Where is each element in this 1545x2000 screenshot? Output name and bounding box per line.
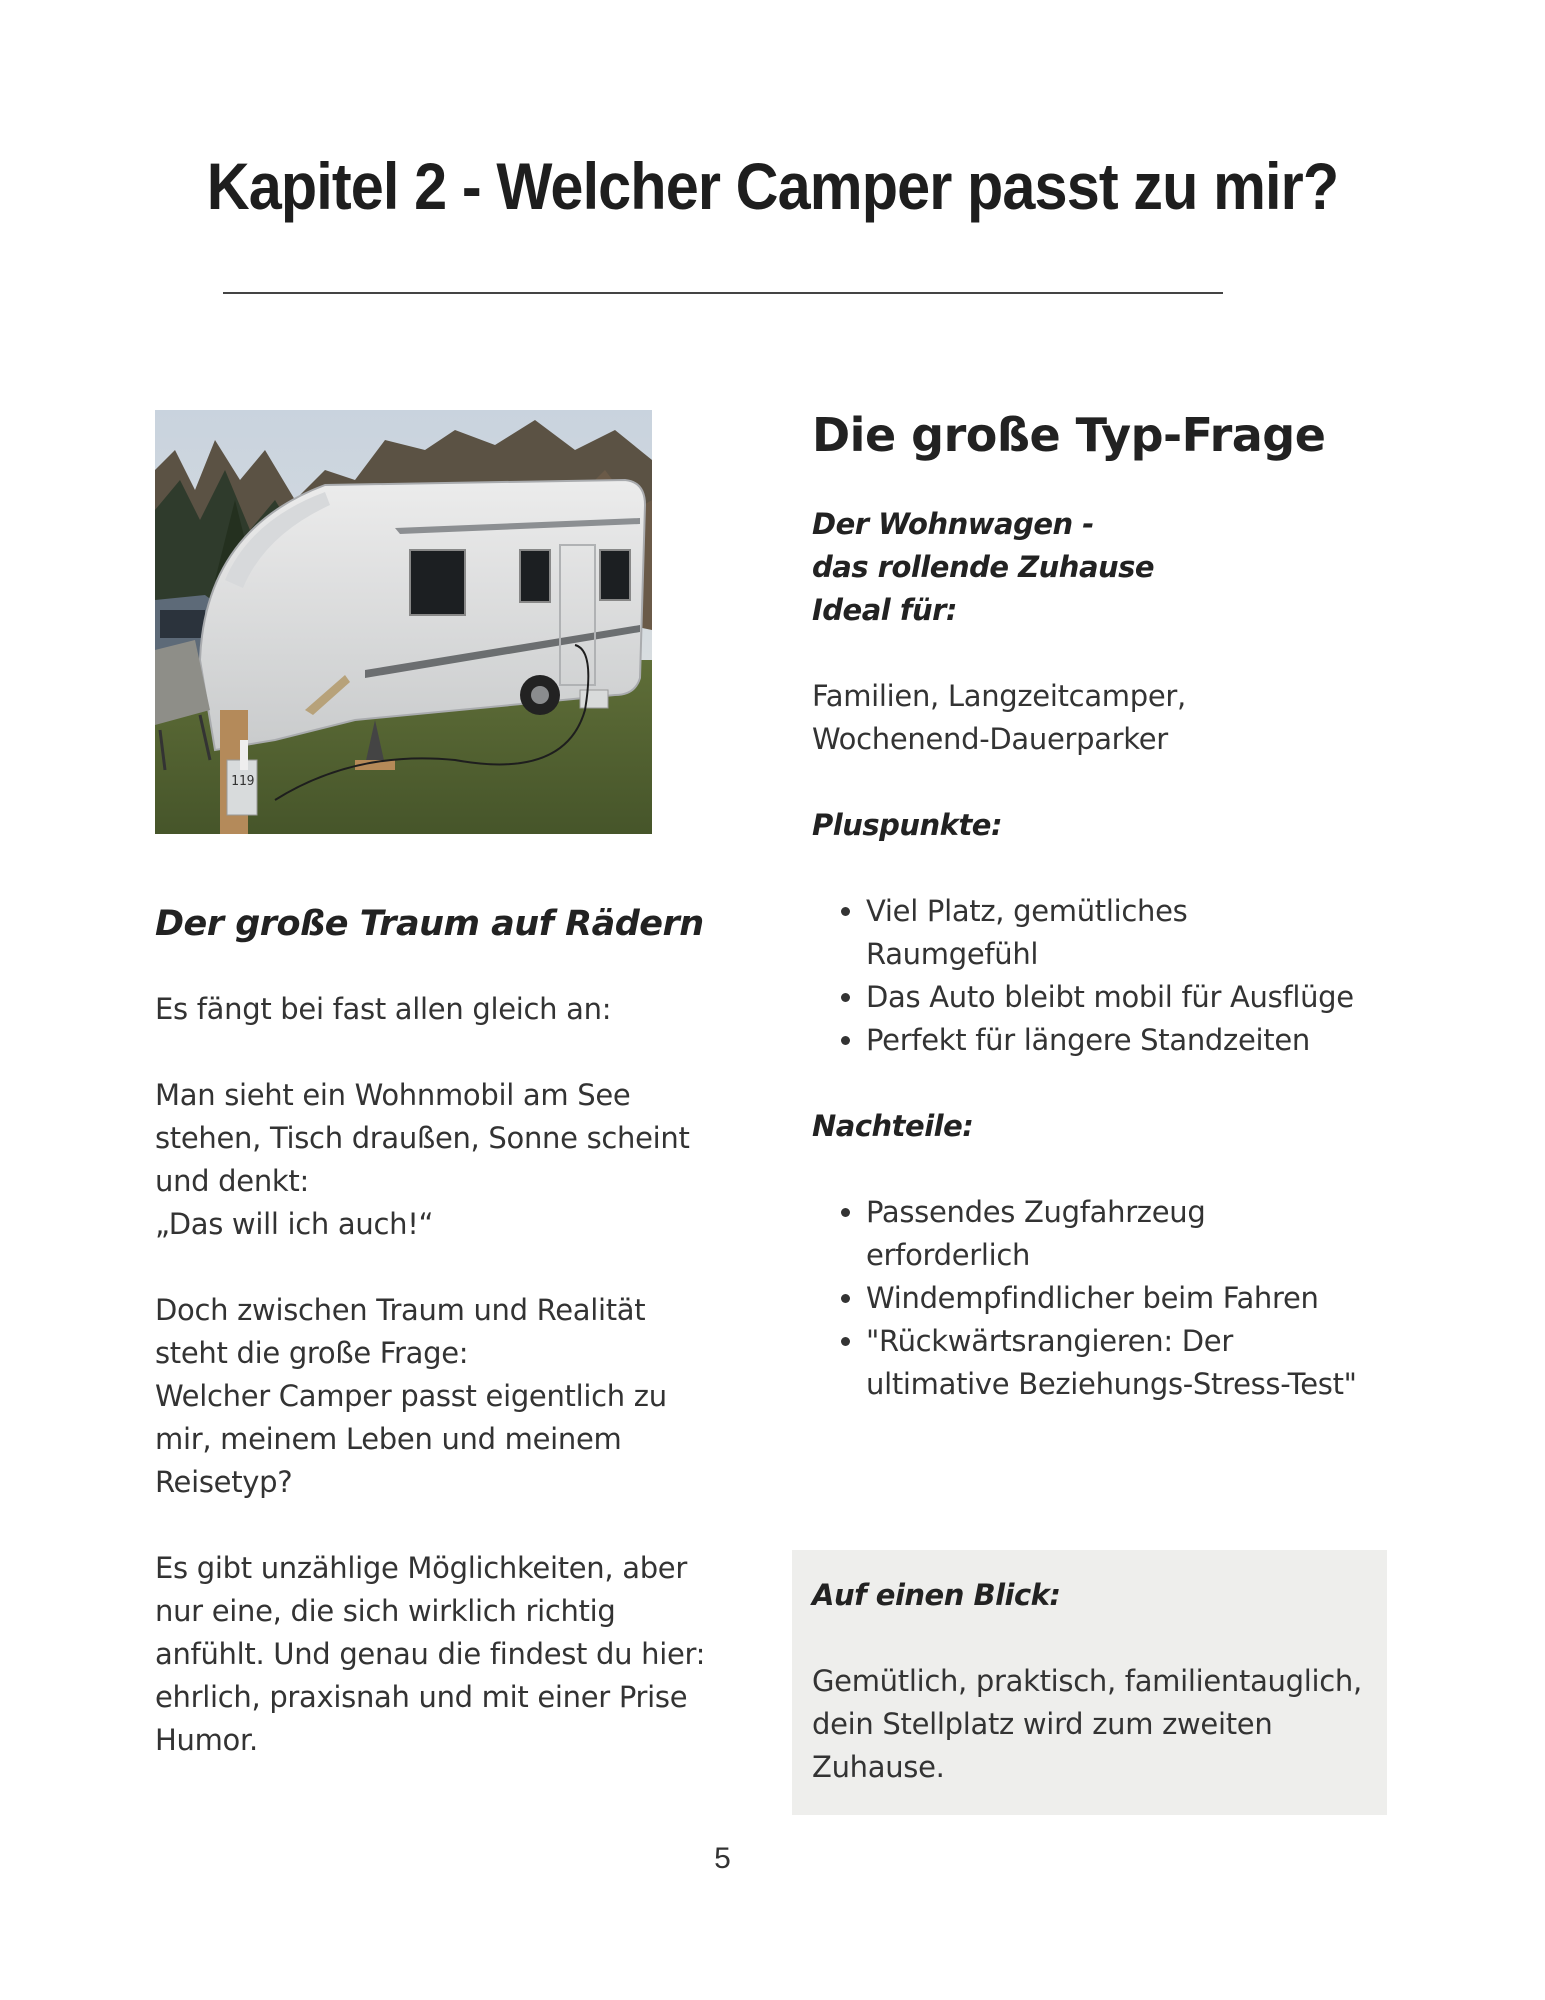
pros-list: [812, 890, 1412, 1062]
text-line: Humor.: [155, 1723, 258, 1757]
list-item: [866, 1277, 1412, 1320]
text-line: „Das will ich auch!“: [155, 1207, 434, 1241]
text-line: • "Rückwärtsrangieren: Der: [866, 1324, 1233, 1358]
chapter-title: Kapitel 2 - Welcher Camper passt zu mir?: [206, 149, 1339, 223]
caravan-photo: [155, 410, 652, 834]
text-line: Familien, Langzeitcamper,: [812, 679, 1186, 713]
text-line: Es fängt bei fast allen gleich an:: [155, 992, 612, 1026]
section-heading-dream: Der große Traum auf Rädern: [155, 904, 704, 944]
intro-paragraph: [155, 988, 745, 1031]
text-line: ehrlich, praxisnah und mit einer Prise: [155, 1680, 688, 1714]
text-line: • Viel Platz, gemütliches: [866, 894, 1188, 928]
text-line: Zuhause.: [812, 1750, 945, 1784]
list-item: [866, 1191, 1412, 1277]
possibilities-paragraph: [155, 1547, 745, 1762]
question-paragraph: [155, 1289, 745, 1504]
text-line: nur eine, die sich wirklich richtig: [155, 1594, 616, 1628]
list-item: [866, 890, 1412, 976]
summary-text: [812, 1660, 1367, 1789]
list-item: [866, 1019, 1412, 1062]
text-line: Welcher Camper passt eigentlich zu: [155, 1379, 667, 1413]
summary-label: Auf einen Blick:: [812, 1578, 1061, 1612]
cons-list: [812, 1191, 1412, 1406]
text-line: ultimative Beziehungs-Stress-Test": [866, 1367, 1357, 1401]
pros-label: Pluspunkte:: [812, 808, 1003, 842]
text-line: steht die große Frage:: [155, 1336, 469, 1370]
text-line: Raumgefühl: [866, 937, 1039, 971]
text-line: Der Wohnwagen -: [812, 507, 1094, 541]
title-divider: [223, 292, 1223, 294]
list-item: [866, 1320, 1412, 1406]
text-line: Man sieht ein Wohnmobil am See: [155, 1078, 631, 1112]
text-line: anfühlt. Und genau die findest du hier:: [155, 1637, 706, 1671]
text-line: Es gibt unzählige Möglichkeiten, aber: [155, 1551, 687, 1585]
text-line: erforderlich: [866, 1238, 1031, 1272]
page-number: 5: [714, 1842, 731, 1875]
text-line: • Perfekt für längere Standzeiten: [866, 1023, 1310, 1057]
text-line: Reisetyp?: [155, 1465, 293, 1499]
post-number-label: 119: [231, 774, 255, 789]
right-column: [812, 405, 1412, 1449]
text-line: Ideal für:: [812, 593, 957, 627]
caravan-type-title: [812, 503, 1412, 632]
list-item: [866, 976, 1412, 1019]
text-line: Wochenend-Dauerparker: [812, 722, 1168, 756]
left-column: [155, 900, 745, 1805]
text-line: das rollende Zuhause: [812, 550, 1155, 584]
ideal-for-text: [812, 675, 1412, 761]
text-line: dein Stellplatz wird zum zweiten: [812, 1707, 1273, 1741]
text-line: • Das Auto bleibt mobil für Ausflüge: [866, 980, 1354, 1014]
dream-paragraph: [155, 1074, 745, 1246]
text-line: Doch zwischen Traum und Realität: [155, 1293, 646, 1327]
text-line: und denkt:: [155, 1164, 309, 1198]
summary-box: [792, 1550, 1387, 1815]
text-line: mir, meinem Leben und meinem: [155, 1422, 622, 1456]
text-line: stehen, Tisch draußen, Sonne scheint: [155, 1121, 690, 1155]
text-line: Gemütlich, praktisch, familientauglich,: [812, 1664, 1362, 1698]
text-line: • Passendes Zugfahrzeug: [866, 1195, 1206, 1229]
section-heading-type-question: Die große Typ-Frage: [812, 408, 1326, 462]
text-line: • Windempfindlicher beim Fahren: [866, 1281, 1319, 1315]
cons-label: Nachteile:: [812, 1109, 974, 1143]
